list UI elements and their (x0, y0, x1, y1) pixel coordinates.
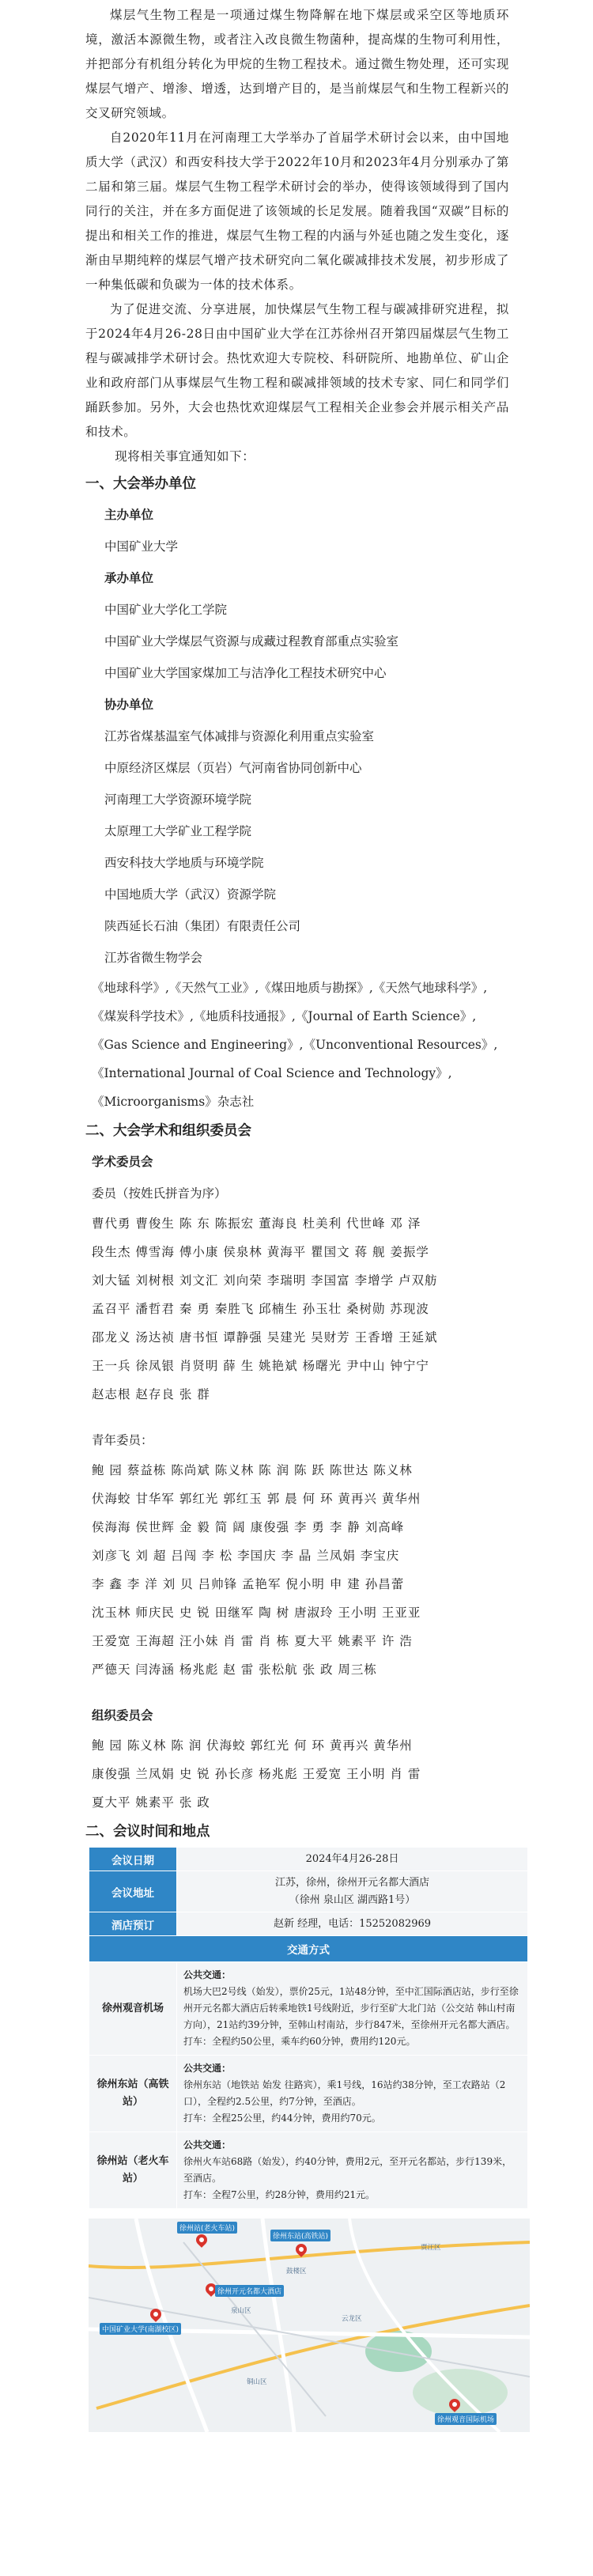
hotel-value: 赵新 经理，电话：15252082969 (177, 1912, 528, 1936)
co-organizer-item: 中国地质大学（武汉）资源学院 (104, 887, 277, 902)
intro-paragraph-3: 为了促进交流、分享进展，加快煤层气生物工程与碳减排研究进程，拟于2024年4月26-28日由中国矿业大学在江苏徐州召开第四届煤层气生物工程与碳减排学术研讨会。热忱欢迎大专院校、科研院所、地勘单位、矿山企业和政府部门从事煤层气生物工程和碳减排领域的技术专家、同仁和同学们踊跃参加。另外，大会也热忱欢迎煤层气工程相关企业参会并展示相关产品和技术。 (85, 302, 509, 439)
map-label-xuzhou-east: 徐州东站(高铁站) (270, 2230, 330, 2241)
section-organizers-title: 一、大会举办单位 (85, 476, 196, 492)
academic-committee-title: 学术委员会 (92, 1155, 153, 1169)
map-label-hotel: 徐州开元名都大酒店 (215, 2285, 284, 2297)
map-place-label: 鼓楼区 (286, 2268, 307, 2275)
co-organizer-item: 中原经济区煤层（页岩）气河南省协同创新中心 (104, 761, 362, 775)
route-name: 徐州站（老火车站） (89, 2132, 177, 2209)
co-organizer-item: 西安科技大学地质与环境学院 (104, 856, 264, 870)
address-line-1: 江苏，徐州，徐州开元名都大酒店 (274, 1876, 429, 1889)
name-row: 邵龙义 汤达祯 唐书恒 谭静强 吴建光 吴财芳 王香增 王延斌 (92, 1330, 438, 1345)
route-head: 公共交通： (183, 1969, 232, 1980)
name-row: 伏海蛟 甘华军 郭红光 郭红玉 郭 晨 何 环 黄再兴 黄华州 (92, 1492, 421, 1506)
date-value: 2024年4月26-28日 (177, 1848, 528, 1871)
journal-line: 《Microorganisms》杂志社 (92, 1095, 255, 1109)
intro-paragraph-1: 煤层气生物工程是一项通过煤生物降解在地下煤层或采空区等地质环境，激活本源微生物，或者注入改良微生物菌种，提高煤的生物可利用性，并把部分有机组分转化为甲烷的生物工程技术。通过微生物处理，还可实现煤层气增产、增渗、增透，达到增产目的，是当前煤层气和生物工程新兴的交叉研究领域。 (85, 8, 509, 120)
route-details (177, 1962, 528, 2056)
route-head: 公共交通： (183, 2139, 232, 2150)
organizing-committee-list (92, 1731, 509, 1817)
route-name: 徐州观音机场 (89, 1962, 177, 2056)
address-value (177, 1871, 528, 1912)
organizer-item: 中国矿业大学国家煤加工与洁净化工程技术研究中心 (104, 666, 387, 680)
route-text: 机场大巴2号线（始发），票价25元，1站48分钟，至中汇国际酒店站，步行至徐州开元名都大酒店后转乘地铁1号线附近，步行至矿大北门站（公交站 韩山村南方向），21站约39分钟，至韩山村南站，步行847米，至徐州开元名都大酒店。 (183, 1986, 519, 2030)
route-name: 徐州东站（高铁站） (89, 2056, 177, 2132)
name-row: 曹代勇 曹俊生 陈 东 陈振宏 董海良 杜美利 代世峰 邓 泽 (92, 1216, 421, 1231)
map-label-xuzhou-station: 徐州站(老火车站) (177, 2222, 237, 2234)
name-row: 刘大锰 刘树根 刘文汇 刘向荣 李瑞明 李国富 李增学 卢双舫 (92, 1273, 438, 1288)
hotel-label: 酒店预订 (89, 1912, 177, 1936)
map-place-label: 铜山区 (247, 2378, 267, 2386)
co-organizer-item: 太原理工大学矿业工程学院 (104, 824, 252, 838)
route-taxi: 打车：全程25公里，约44分钟，费用约70元。 (183, 2113, 381, 2124)
intro-paragraph-4: 现将相关事宜通知如下： (115, 449, 255, 463)
meeting-info-table (89, 1847, 528, 2209)
name-row: 段生杰 傅雪海 傅小康 侯泉林 黄海平 瞿国文 蒋 舰 姜振学 (92, 1245, 429, 1259)
name-row: 鲍 园 陈义林 陈 润 伏海蛟 郭红光 何 环 黄再兴 黄华州 (92, 1738, 413, 1753)
organizer-item: 中国矿业大学煤层气资源与成藏过程教育部重点实验室 (104, 634, 399, 649)
name-row: 沈玉林 师庆民 史 锐 田继军 陶 树 唐淑玲 王小明 王亚亚 (92, 1606, 421, 1620)
name-row: 刘彦飞 刘 超 吕闯 李 松 李国庆 李 晶 兰凤娟 李宝庆 (92, 1549, 400, 1563)
name-row: 夏大平 姚素平 张 政 (92, 1795, 210, 1810)
map-place-label: 泉山区 (231, 2307, 251, 2315)
host-item: 中国矿业大学 (104, 539, 179, 554)
young-committee-list (92, 1456, 509, 1684)
location-map[interactable] (89, 2219, 530, 2432)
co-organizer-item: 陕西延长石油（集团）有限责任公司 (104, 919, 301, 933)
section-time-place-title: 二、会议时间和地点 (85, 1824, 210, 1840)
route-text: 徐州东站（地铁站 始发 往路宾），乘1号线，16站约38分钟，至工农路站（2口），全程约2.5公里，约7分钟，至酒店。 (183, 2079, 506, 2107)
name-row: 严德天 闫涛涵 杨兆彪 赵 雷 张松航 张 政 周三栋 (92, 1662, 377, 1677)
map-place-label: 云龙区 (342, 2315, 362, 2323)
name-row: 王一兵 徐凤银 肖贤明 薛 生 姚艳斌 杨曙光 尹中山 钟宁宁 (92, 1359, 429, 1373)
transport-header: 交通方式 (89, 1936, 528, 1962)
name-row: 孟召平 潘哲君 秦 勇 秦胜飞 邱楠生 孙玉壮 桑树勋 苏现波 (92, 1302, 429, 1316)
journal-line: 《Gas Science and Engineering》,《Unconventional Resources》, (92, 1038, 498, 1052)
date-label: 会议日期 (89, 1848, 177, 1871)
committee-note: 委员（按姓氏拼音为序） (92, 1186, 227, 1201)
map-place-label: 贾汪区 (421, 2244, 441, 2252)
co-organizer-item: 江苏省微生物学会 (104, 951, 203, 965)
name-row: 王爱宽 王海超 汪小妹 肖 雷 肖 栋 夏大平 姚素平 许 浩 (92, 1634, 413, 1648)
route-head: 公共交通： (183, 2063, 232, 2074)
co-organizer-title: 协办单位 (104, 698, 154, 712)
address-line-2: （徐州 泉山区 湖西路1号） (289, 1893, 416, 1906)
route-text: 徐州火车站68路（始发），约40分钟，费用2元，至开元名都站，步行139米，至酒店。 (183, 2156, 512, 2184)
route-details (177, 2132, 528, 2209)
name-row: 康俊强 兰凤娟 史 锐 孙长彦 杨兆彪 王爱宽 王小明 肖 雷 (92, 1767, 421, 1781)
organizer-title: 承办单位 (104, 571, 154, 585)
address-label: 会议地址 (89, 1871, 177, 1912)
route-details (177, 2056, 528, 2132)
map-label-cumt: 中国矿业大学(南湖校区) (100, 2323, 181, 2335)
name-row: 李 鑫 李 洋 刘 贝 吕帅锋 孟艳军 倪小明 申 建 孙昌蕾 (92, 1577, 405, 1591)
journal-line: 《International Journal of Coal Science and Technology》, (92, 1066, 452, 1080)
journal-line: 《煤炭科学技术》,《地质科技通报》,《Journal of Earth Science》, (92, 1009, 477, 1023)
intro-paragraph-2: 自2020年11月在河南理工大学举办了首届学术研讨会以来，由中国地质大学（武汉）和西安科技大学于2022年10月和2023年4月分别承办了第二届和第三届。煤层气生物工程学术研讨会的举办，使得该领域得到了国内同行的关注，并在多方面促进了该领域的长足发展。随着我国“双碳”目标的提出和相关工作的推进，煤层气生物工程的内涵与外延也随之发生变化，逐渐由早期纯粹的煤层气增产技术研究向二氧化碳减排技术发展，初步形成了一种集低碳和负碳为一体的技术体系。 (85, 131, 509, 292)
organizer-item: 中国矿业大学化工学院 (104, 603, 228, 617)
route-taxi: 打车：全程约50公里，乘车约60分钟，费用约120元。 (183, 2036, 416, 2047)
journal-line: 《地球科学》,《天然气工业》,《煤田地质与勘探》,《天然气地球科学》, (92, 981, 488, 995)
route-taxi: 打车：全程7公里，约28分钟，费用约21元。 (183, 2189, 376, 2200)
host-title: 主办单位 (104, 508, 154, 522)
map-label-airport: 徐州观音国际机场 (435, 2413, 497, 2425)
academic-committee-list (92, 1209, 509, 1409)
co-organizer-item: 河南理工大学资源环境学院 (104, 792, 252, 807)
young-committee-title: 青年委员： (92, 1433, 153, 1447)
organizing-committee-title: 组织委员会 (92, 1708, 153, 1723)
section-committee-title: 二、大会学术和组织委员会 (85, 1123, 251, 1139)
name-row: 侯海海 侯世辉 金 毅 简 阔 康俊强 李 勇 李 静 刘高峰 (92, 1520, 405, 1534)
name-row: 鲍 园 蔡益栋 陈尚斌 陈义林 陈 润 陈 跃 陈世达 陈义林 (92, 1463, 413, 1477)
co-organizer-item: 江苏省煤基温室气体减排与资源化利用重点实验室 (104, 729, 375, 743)
name-row: 赵志根 赵存良 张 群 (92, 1387, 210, 1401)
